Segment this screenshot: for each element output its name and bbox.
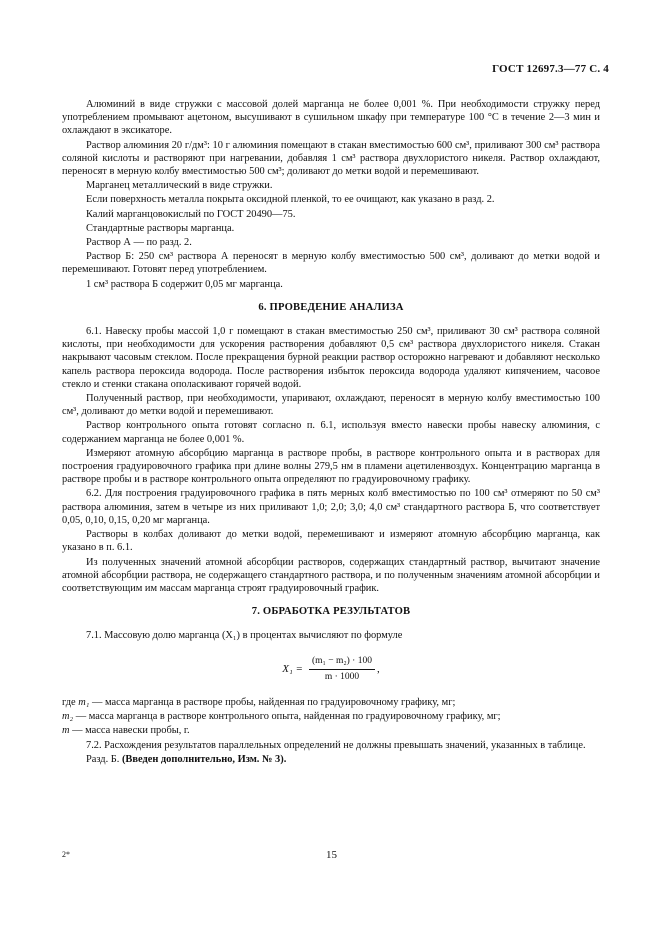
paragraph: 6.1. Навеску пробы массой 1,0 г помещают в стакан вместимостью 250 см³, приливают 30 см³ раствора соляной кислоты, при необходимости для ускорения растворения добавляют 0,5 см³ раствора двухлористого никеля. Стакан накрывают часовым стеклом. После прекращения бурной реакции раствор осторожно нагревают и добавляют несколько капель раствора пероксида водорода. После растворения избыток пероксида водорода удаляют кипячением, часовое стекло и стенки стакана ополаскивают горячей водой. — [62, 326, 600, 390]
paragraph: 7.1. Массовую долю марганца (X₁) в процентах вычисляют по формуле — [86, 630, 403, 642]
formula — [62, 655, 600, 684]
standard-header: ГОСТ 12697.3—77 С. 4 — [492, 63, 609, 75]
variable-symbol: m₂ — [62, 711, 74, 723]
paragraph: 7.2. Расхождения результатов параллельных определений не должны превышать значений, указанных в таблице. — [86, 739, 586, 751]
amendment-prefix: Разд. Б. — [86, 753, 120, 765]
paragraph: 1 см³ раствора Б содержит 0,05 мг марганца. — [86, 278, 283, 290]
page-number: 15 — [326, 849, 337, 861]
paragraph: 6.2. Для построения градуировочного графика в пять мерных колб вместимостью по 100 см³ отмеряют по 50 см³ раствора алюминия, затем в четыре из них приливают 1,0; 2,0; 3,0; 4,0 см³ стандартного раствора Б, что соответствует 0,05, 0,10, 0,15, 0,20 мг марганца. — [62, 488, 600, 526]
section-title: 6. ПРОВЕДЕНИЕ АНАЛИЗА — [258, 301, 404, 313]
variable-description: — масса марганца в растворе пробы, найденная по градуировочному графику, мг; — [92, 696, 456, 708]
paragraph: Полученный раствор, при необходимости, упаривают, охлаждают, переносят в мерную колбу вместимостью 100 см³, доливают до метки водой и перемешивают. — [62, 393, 600, 418]
variable-symbol: m — [62, 725, 70, 737]
paragraph: Алюминий в виде стружки с массовой долей марганца не более 0,001 %. При необходимости стружку перед употреблением промывают ацетоном, высушивают в сушильном шкафу при температуре 100 °С в течение 2—3 мин и охлаждают в эксикаторе. — [62, 99, 600, 137]
variable-definition — [62, 724, 600, 737]
paragraph: Растворы в колбах доливают до метки водой, перемешивают и измеряют атомную абсорбцию марганца, как указано в п. 6.1. — [62, 529, 600, 554]
variable-symbol: m₁ — [78, 696, 90, 708]
variable-description: — масса навески пробы, г. — [72, 725, 190, 737]
paragraph: Измеряют атомную абсорбцию марганца в растворе пробы, в растворе контрольного опыта и в растворах для построения градуировочного графика при длине волны 279,5 нм в пламени ацетиленвоздух. Концентрацию марганца в растворе пробы и в растворе контрольного опыта определяют по градуировочному графику. — [62, 447, 600, 486]
amendment-text: (Введен дополнительно, Изм. № 3). — [121, 753, 287, 765]
paragraph: Марганец металлический в виде стружки. — [86, 180, 273, 192]
amendment-note — [62, 753, 600, 766]
formula-lhs: X₁ = — [282, 662, 303, 675]
document-body — [62, 98, 600, 767]
variable-description: — масса марганца в растворе контрольного опыта, найденная по градуировочному графику, мг; — [75, 711, 501, 723]
formula-fraction — [309, 655, 375, 684]
variable-definition — [62, 696, 600, 709]
section-title: 7. ОБРАБОТКА РЕЗУЛЬТАТОВ — [251, 606, 411, 618]
footer-mark: 2* — [62, 850, 70, 859]
formula-denominator: m · 1000 — [324, 671, 360, 682]
paragraph: Раствор Б: 250 см³ раствора А переносят в мерную колбу вместимостью 500 см³, доливают до метки водой и перемешивают. Готовят перед употреблением. — [62, 251, 600, 276]
paragraph: Из полученных значений атомной абсорбции растворов, содержащих стандартный раствор, вычитают значение атомной абсорбции раствора, не содержащего стандартного раствора, и по полученным значениям атомной абсорбции и соответствующим им массам марганца строят градуировочный график. — [62, 556, 600, 594]
paragraph: Калий марганцовокислый по ГОСТ 20490—75. — [86, 208, 296, 220]
paragraph: Раствор алюминия 20 г/дм³: 10 г алюминия помещают в стакан вместимостью 600 см³, приливают 300 см³ раствора соляной кислоты и растворяют при нагревании, добавляя 1 см³ раствора двухлористого никеля. Раствор охлаждают, переносят в мерную колбу вместимостью 500 см³; доливают до метки водой и перемешивают. — [62, 139, 600, 178]
paragraph: Раствор А — по разд. 2. — [86, 237, 192, 249]
formula-tail: , — [376, 662, 380, 675]
paragraph: Стандартные растворы марганца. — [86, 222, 235, 234]
paragraph: Если поверхность металла покрыта оксидной пленкой, то ее очищают, как указано в разд. 2. — [86, 194, 495, 206]
paragraph: Раствор контрольного опыта готовят согласно п. 6.1, используя вместо навески пробы навеску алюминия, с содержанием марганца не более 0,001 %. — [62, 420, 600, 445]
formula-numerator: (m₁ − m₂) · 100 — [309, 655, 375, 670]
where-prefix: где — [62, 696, 76, 708]
variable-definition — [62, 710, 600, 723]
